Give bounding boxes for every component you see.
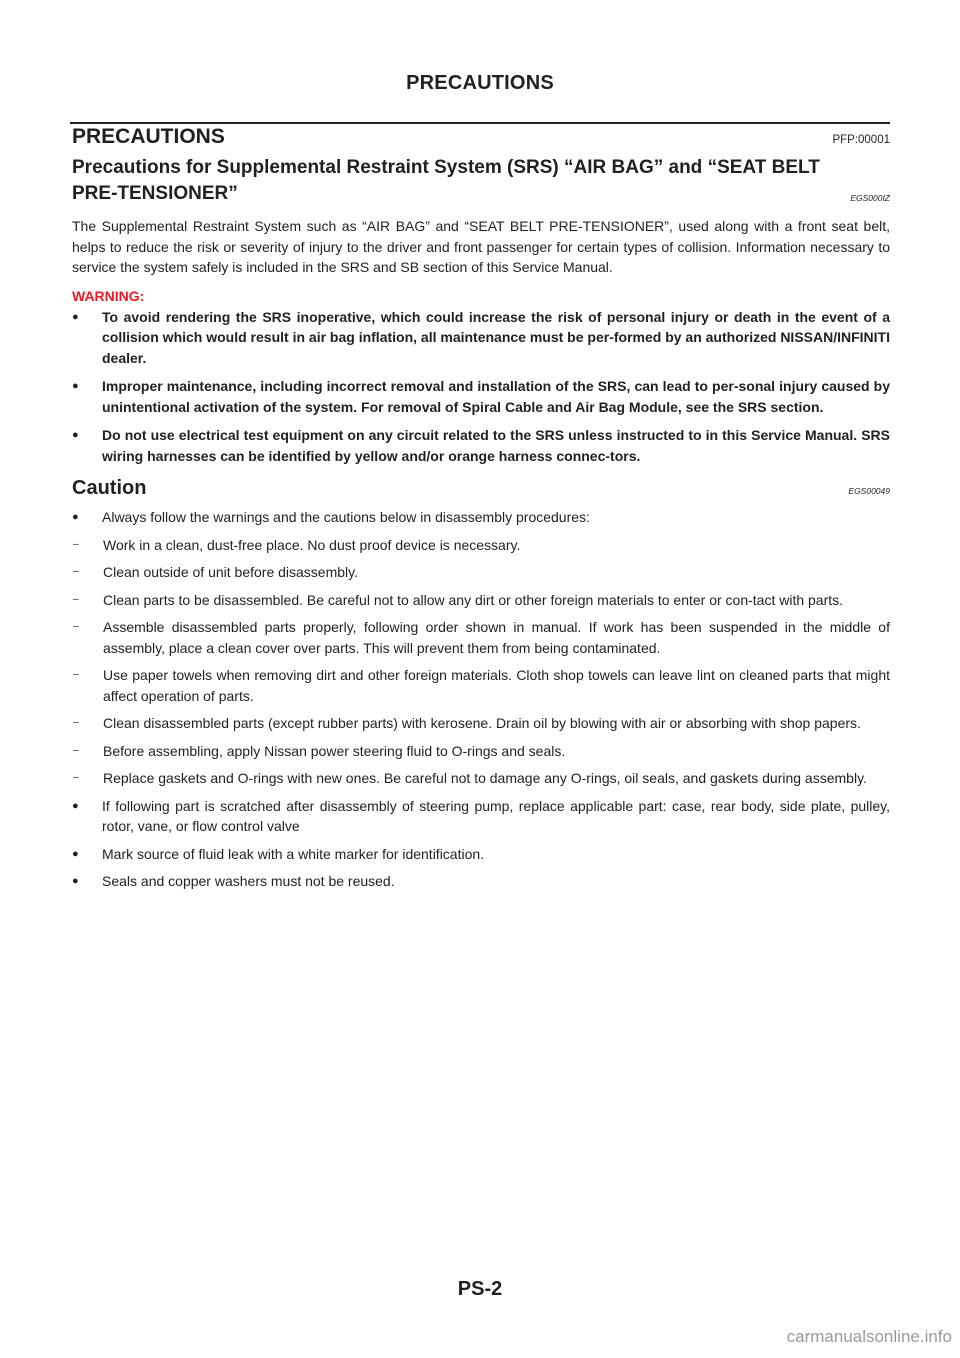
bullet-icon: ● [72, 875, 79, 887]
dash-icon: – [73, 669, 79, 680]
caution-dash-item [72, 590, 890, 611]
dash-icon: – [73, 744, 79, 756]
warning-item [72, 307, 890, 369]
section-code: PFP:00001 [832, 134, 890, 146]
caution-dash-text: Use paper towels when removing dirt and other foreign materials. Cloth shop towels can leave lint on cleaned parts that might affect operation of parts. [103, 667, 890, 704]
section-title: PRECAUTIONS [72, 125, 225, 148]
caution-code: EGS00049 [848, 486, 890, 496]
caution-dash-item [72, 535, 890, 556]
caution-dash-item [72, 713, 890, 734]
bullet-icon: ● [72, 380, 79, 392]
srs-code: EGS000IZ [850, 193, 890, 203]
dash-icon: – [73, 538, 79, 550]
warning-item [72, 425, 890, 466]
caution-dash-item [72, 617, 890, 658]
bullet-icon: ● [72, 799, 79, 812]
caution-heading [72, 477, 890, 500]
caution-bullet-text: If following part is scratched after disassembly of steering pump, replace applicable part: case, rear body, side plate, pulley, rotor, vane, or flow control valve [102, 797, 890, 834]
srs-intro: The Supplemental Restraint System such as “AIR BAG” and “SEAT BELT PRE-TENSIONER”, used along with a front seat belt, helps to reduce the risk or severity of injury to the driver and front passenger for certain types of collision. Information necessary to service the system safely is included in the SRS and SB section of this Service Manual. [72, 218, 890, 275]
dash-icon: – [73, 772, 79, 783]
bullet-icon: ● [72, 429, 79, 441]
warning-label: WARNING: [72, 287, 145, 304]
bullet-icon: ● [72, 511, 79, 523]
srs-heading [72, 155, 890, 207]
watermark: carmanualsonline.info [786, 1327, 952, 1346]
caution-bullet-text: Mark source of fluid leak with a white marker for identification. [102, 845, 485, 862]
caution-dash-text: Clean outside of unit before disassembly. [103, 564, 358, 580]
page-number: PS-2 [457, 1278, 503, 1300]
dash-icon: – [73, 621, 79, 632]
header-rule [70, 122, 890, 124]
caution-lead-item [72, 507, 890, 528]
caution-title: Caution [72, 477, 147, 499]
caution-dash-text: Clean disassembled parts (except rubber parts) with kerosene. Drain oil by blowing with air or absorbing with shop papers. [103, 715, 861, 731]
caution-dash-text: Replace gaskets and O-rings with new ones. Be careful not to damage any O-rings, oil seals, and gaskets during assembly. [103, 770, 867, 786]
srs-title: Precautions for Supplemental Restraint System (SRS) “AIR BAG” and “SEAT BELT PRE-TENSIONER” [72, 157, 820, 204]
caution-dash-item [72, 768, 890, 789]
running-head: PRECAUTIONS [406, 72, 554, 94]
section-heading [72, 125, 890, 149]
bullet-icon: ● [72, 310, 79, 323]
caution-bullet-item [72, 844, 890, 865]
bullet-icon: ● [72, 847, 79, 860]
caution-lead: Always follow the warnings and the cautions below in disassembly procedures: [102, 509, 590, 525]
caution-dash-text: Clean parts to be disassembled. Be careful not to allow any dirt or other foreign materials to enter or con-tact with parts. [103, 591, 844, 608]
caution-dash-text: Before assembling, apply Nissan power steering fluid to O-rings and seals. [103, 742, 566, 759]
page-content [72, 125, 890, 892]
caution-dash-item [72, 741, 890, 762]
caution-bullet-item [72, 871, 890, 892]
caution-dash-item [72, 665, 890, 706]
dash-icon: – [73, 717, 79, 728]
caution-dash-item [72, 562, 890, 583]
caution-bullet-text: Seals and copper washers must not be reused. [102, 873, 395, 889]
warning-text: Do not use electrical test equipment on any circuit related to the SRS unless instructed to in this Service Manual. SRS wiring harnesses can be identified by yellow and/or orange harness connec-tors. [102, 427, 890, 464]
dash-icon: – [73, 566, 79, 577]
caution-bullet-item [72, 796, 890, 837]
warning-text: Improper maintenance, including incorrect removal and installation of the SRS, can lead to per-sonal injury caused by unintentional activation of the system. For removal of Spiral Cable and Air Bag Module, see the SRS section. [102, 378, 890, 415]
dash-icon: – [73, 593, 79, 605]
caution-dash-text: Assemble disassembled parts properly, following order shown in manual. If work has been suspended in the middle of assembly, place a clean cover over parts. This will prevent them from being contaminated. [103, 619, 890, 656]
caution-dash-text: Work in a clean, dust-free place. No dust proof device is necessary. [103, 536, 521, 553]
warning-item [72, 376, 890, 417]
warning-text: To avoid rendering the SRS inoperative, which could increase the risk of personal injury or death in the event of a collision which would result in air bag inflation, all maintenance must be per-formed by an authorized NISSAN/INFINITI dealer. [102, 308, 890, 366]
